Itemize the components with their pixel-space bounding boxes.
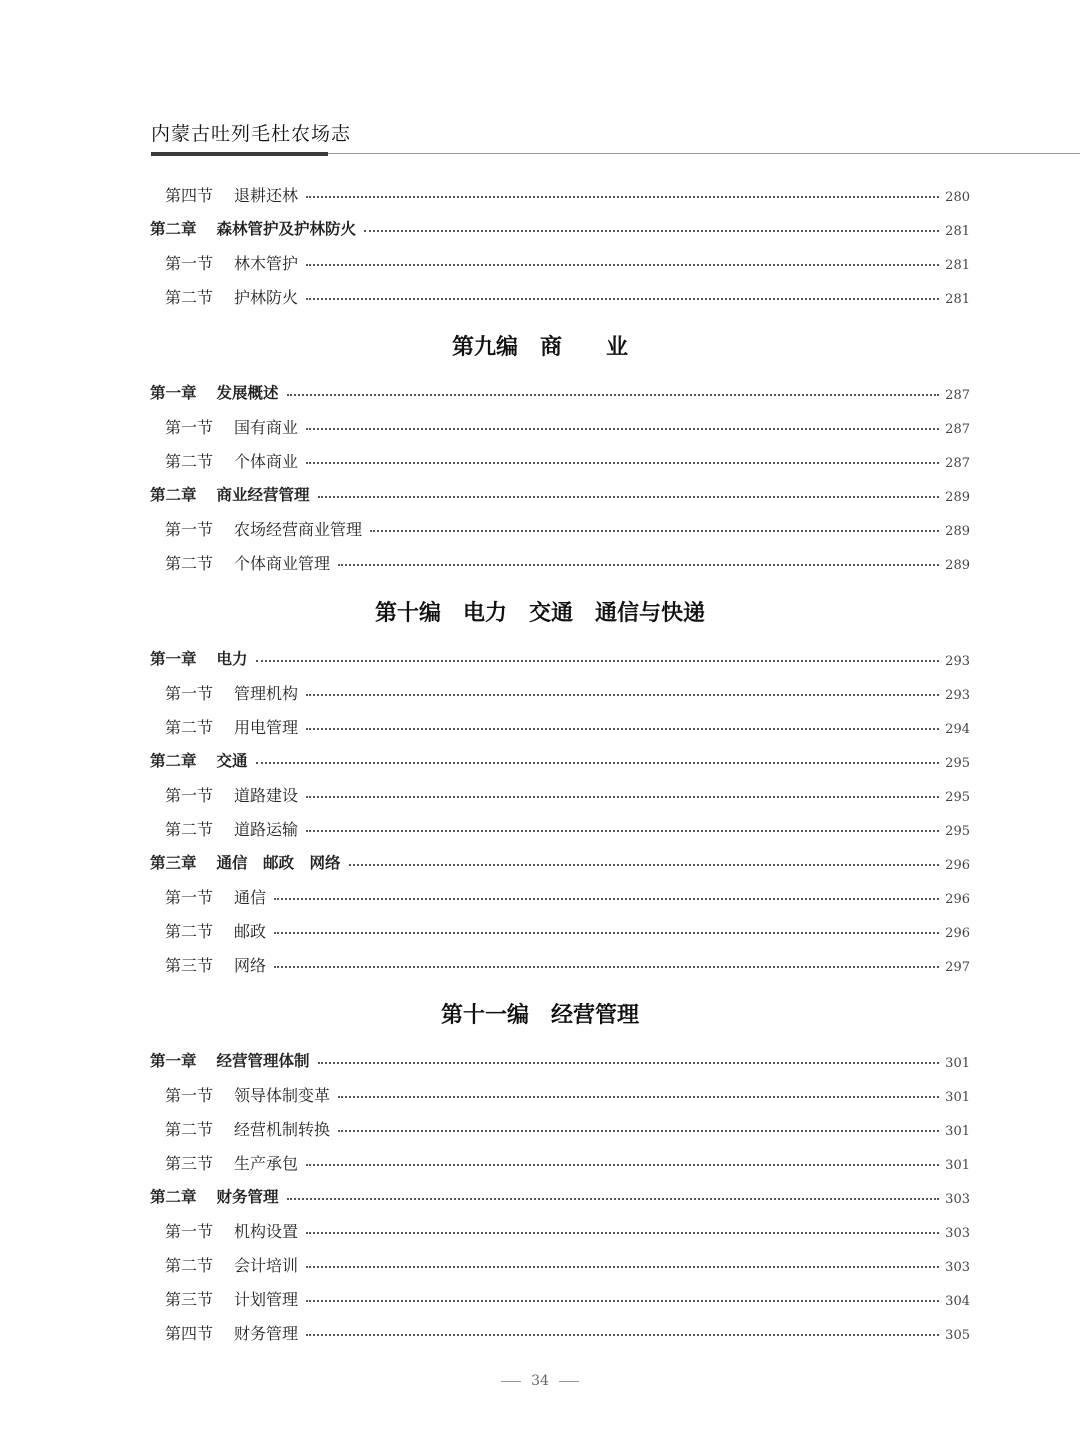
footer-dash-left [501, 1381, 521, 1382]
toc-page-number: 295 [945, 755, 970, 771]
toc-section-row[interactable] [165, 679, 970, 705]
toc-entry-number: 第二章 [150, 486, 197, 504]
toc-section-row[interactable] [165, 1251, 970, 1277]
toc-page-number: 296 [945, 857, 970, 873]
toc-entry-number: 第一节 [165, 417, 214, 437]
toc-entry-number: 第三章 [150, 854, 197, 872]
toc-chapter-row[interactable] [150, 747, 970, 773]
toc-dot-leader [338, 1096, 939, 1098]
toc-chapter-row[interactable] [150, 215, 970, 241]
page-footer [0, 1373, 1080, 1389]
toc-dot-leader [318, 496, 940, 498]
toc-section-row[interactable] [165, 447, 970, 473]
toc-entry-number: 第二节 [165, 1119, 214, 1139]
toc-section-row[interactable] [165, 917, 970, 943]
toc-page-number: 295 [945, 789, 970, 805]
toc-entry-title: 交通 [216, 752, 248, 770]
toc-entry-number: 第三节 [165, 1153, 214, 1173]
toc-entry-number: 第一节 [165, 887, 214, 907]
toc-page-number: 296 [945, 891, 970, 907]
toc-entry-number: 第三节 [165, 1289, 214, 1309]
toc-page-number: 301 [945, 1123, 970, 1139]
toc-dot-leader [274, 932, 939, 934]
toc-dot-leader [256, 762, 940, 764]
toc-page-number: 301 [945, 1055, 970, 1071]
toc-page-number: 303 [945, 1225, 970, 1241]
part-heading: 第九编 商 业 [451, 334, 628, 360]
toc-page-number: 305 [945, 1327, 970, 1343]
toc-chapter-row[interactable] [150, 849, 970, 875]
toc-entry-number: 第一章 [150, 1052, 197, 1070]
toc-entry-title: 管理机构 [234, 683, 299, 703]
toc-section-row[interactable] [165, 815, 970, 841]
toc-entry-title: 经营机制转换 [234, 1119, 331, 1139]
toc-entry-title: 网络 [234, 955, 267, 975]
toc-page-number: 287 [945, 421, 970, 437]
toc-entry-title: 电力 [216, 650, 248, 668]
toc-entry-title: 领导体制变革 [234, 1085, 331, 1105]
toc-dot-leader [306, 1164, 939, 1166]
toc-entry-title: 通信 邮政 网络 [216, 854, 341, 872]
toc-page-number: 287 [945, 455, 970, 471]
toc-entry-title: 护林防火 [234, 287, 299, 307]
toc-page-number: 293 [945, 687, 970, 703]
toc-section-row[interactable] [165, 1115, 970, 1141]
toc-dot-leader [306, 298, 939, 300]
toc-entry-title: 退耕还林 [234, 185, 299, 205]
toc-entry-number: 第二节 [165, 717, 214, 737]
toc-page-number: 280 [945, 189, 970, 205]
toc-page-number: 297 [945, 959, 970, 975]
toc-entry-number: 第一章 [150, 650, 197, 668]
toc-dot-leader [306, 1334, 939, 1336]
toc-entry-title: 发展概述 [216, 384, 279, 402]
toc-page-number: 293 [945, 653, 970, 669]
toc-entry-number: 第一节 [165, 785, 214, 805]
toc-entry-number: 第二章 [150, 752, 197, 770]
toc-chapter-row[interactable] [150, 1183, 970, 1209]
page-number: 34 [531, 1373, 549, 1389]
toc-page-number: 281 [945, 257, 970, 273]
toc-page-number: 294 [945, 721, 970, 737]
toc-dot-leader [306, 728, 939, 730]
toc-section-row[interactable] [165, 181, 970, 207]
toc-section-row[interactable] [165, 249, 970, 275]
toc-dot-leader [256, 660, 940, 662]
toc-page-number: 281 [945, 223, 970, 239]
toc-page-number: 289 [945, 489, 970, 505]
toc-dot-leader [274, 966, 939, 968]
toc-entry-number: 第二节 [165, 451, 214, 471]
toc-chapter-row[interactable] [150, 1047, 970, 1073]
toc-entry-number: 第二节 [165, 819, 214, 839]
toc-dot-leader [349, 864, 940, 866]
toc-entry-title: 国有商业 [234, 417, 299, 437]
toc-entry-number: 第一节 [165, 519, 214, 539]
toc-entry-title: 机构设置 [234, 1221, 299, 1241]
toc-entry-title: 道路建设 [234, 785, 299, 805]
toc-entry-title: 商业经营管理 [216, 486, 310, 504]
toc-section-row[interactable] [165, 549, 970, 575]
toc-entry-number: 第四节 [165, 185, 214, 205]
part-heading: 第十编 电力 交通 通信与快递 [374, 600, 705, 626]
toc-page-number: 296 [945, 925, 970, 941]
toc-page-number: 287 [945, 387, 970, 403]
toc-section-row[interactable] [165, 713, 970, 739]
toc-dot-leader [287, 1198, 940, 1200]
toc-page-number: 289 [945, 523, 970, 539]
toc-dot-leader [318, 1062, 940, 1064]
toc-entry-title: 个体商业管理 [234, 553, 331, 573]
toc-dot-leader [306, 196, 939, 198]
toc-entry-title: 邮政 [234, 921, 267, 941]
toc-dot-leader [306, 1300, 939, 1302]
toc-entry-title: 财务管理 [216, 1188, 279, 1206]
part-heading: 第十一编 经营管理 [440, 1002, 639, 1028]
toc-entry-number: 第三节 [165, 955, 214, 975]
toc-entry-number: 第一章 [150, 384, 197, 402]
toc-section-row[interactable] [165, 1081, 970, 1107]
toc-entry-number: 第二节 [165, 553, 214, 573]
toc-dot-leader [364, 230, 939, 232]
toc-entry-number: 第二章 [150, 220, 197, 238]
toc-dot-leader [287, 394, 940, 396]
toc-section-row[interactable] [165, 883, 970, 909]
header-rule-accent [151, 152, 328, 156]
toc-dot-leader [306, 428, 939, 430]
toc-entry-number: 第一节 [165, 1221, 214, 1241]
toc-section-row[interactable] [165, 951, 970, 977]
toc-entry-title: 林木管护 [234, 253, 299, 273]
toc-dot-leader [306, 264, 939, 266]
toc-entry-title: 用电管理 [234, 717, 299, 737]
toc-entry-title: 通信 [234, 887, 267, 907]
toc-section-row[interactable] [165, 781, 970, 807]
toc-entry-number: 第一节 [165, 253, 214, 273]
toc-entry-title: 道路运输 [234, 819, 299, 839]
toc-entry-title: 经营管理体制 [216, 1052, 310, 1070]
toc-page-number: 281 [945, 291, 970, 307]
toc-chapter-row[interactable] [150, 379, 970, 405]
footer-dash-right [559, 1381, 579, 1382]
toc-dot-leader [306, 796, 939, 798]
toc-entry-number: 第二节 [165, 287, 214, 307]
toc-dot-leader [306, 462, 939, 464]
toc-page-number: 301 [945, 1089, 970, 1105]
toc-page-number: 289 [945, 557, 970, 573]
toc-entry-title: 个体商业 [234, 451, 299, 471]
toc-chapter-row[interactable] [150, 481, 970, 507]
toc-entry-title: 生产承包 [234, 1153, 299, 1173]
toc-dot-leader [370, 530, 939, 532]
toc-section-row[interactable] [165, 283, 970, 309]
toc-dot-leader [338, 1130, 939, 1132]
toc-page-number: 301 [945, 1157, 970, 1173]
toc-entry-title: 会计培训 [234, 1255, 299, 1275]
toc-entry-title: 森林管护及护林防火 [216, 220, 357, 238]
toc-dot-leader [338, 564, 939, 566]
toc-chapter-row[interactable] [150, 645, 970, 671]
toc-section-row[interactable] [165, 515, 970, 541]
toc-section-row[interactable] [165, 1149, 970, 1175]
toc-dot-leader [306, 694, 939, 696]
toc-page-number: 303 [945, 1191, 970, 1207]
toc-section-row[interactable] [165, 413, 970, 439]
toc-section-row[interactable] [165, 1319, 970, 1345]
toc-entry-number: 第四节 [165, 1323, 214, 1343]
toc-page-number: 303 [945, 1259, 970, 1275]
toc-entry-title: 计划管理 [234, 1289, 299, 1309]
toc-section-row[interactable] [165, 1217, 970, 1243]
toc-dot-leader [306, 830, 939, 832]
toc-page-number: 295 [945, 823, 970, 839]
book-title: 内蒙古吐列毛杜农场志 [151, 123, 352, 145]
toc-entry-number: 第一节 [165, 1085, 214, 1105]
toc-entry-number: 第二节 [165, 1255, 214, 1275]
toc-entry-number: 第一节 [165, 683, 214, 703]
toc-dot-leader [306, 1232, 939, 1234]
toc-entry-title: 农场经营商业管理 [234, 519, 363, 539]
toc-entry-number: 第二章 [150, 1188, 197, 1206]
toc-page-number: 304 [945, 1293, 970, 1309]
toc-dot-leader [306, 1266, 939, 1268]
toc-entry-title: 财务管理 [234, 1323, 299, 1343]
toc-dot-leader [274, 898, 939, 900]
toc-section-row[interactable] [165, 1285, 970, 1311]
toc-entry-number: 第二节 [165, 921, 214, 941]
